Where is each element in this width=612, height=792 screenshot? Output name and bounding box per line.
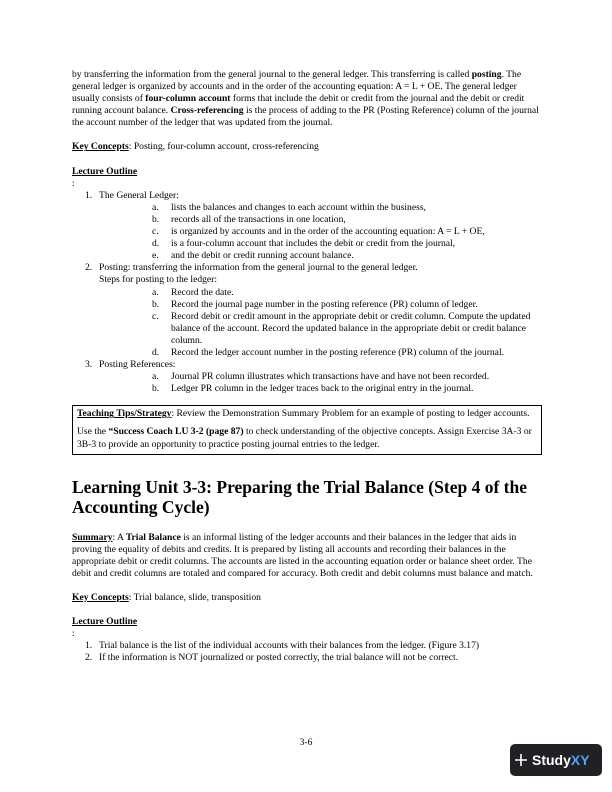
list-item: a. lists the balances and changes to each account within the business, — [152, 201, 426, 213]
badge-label-accent: XY — [570, 751, 590, 768]
list-item: 2. Posting: transferring the information from the general journal to the general ledger. Steps for posting to the ledger: a. Record the date. b. Record the journal page number in the posting reference (PR) column of ledger. c. Record debit or credit amount in the appropriate debit or credit column. Compute the updated balance of the account. Record the updated balance in the appropriate debit or credit balance column. d. Record the ledger account number in the posting reference (PR) column of the journal. — [72, 262, 542, 359]
key-concepts-1: Key Concepts: Posting, four-column account, cross-referencing — [72, 141, 319, 153]
lecture-outline-title-2: Lecture Outline — [72, 616, 138, 628]
teaching-tips-assignment: Use the “Success Coach LU 3-2 (page 87) to check understanding of the objective concepts. Assign Exercise 3A-3 or 3B-3 to provide an opportunity to practice posting journal entries to the ledger. — [77, 426, 532, 450]
intro-paragraph: by transferring the information from the general journal to the general ledger. This transferring is called posting. The general ledger is organized by accounts and in the order of the accounting equation: A = L + OE. The general ledger usually consists of four-column account forms that include the debit or credit from the journal and the debit or credit running account balance. Cross-referencing is the process of adding to the PR (Posting Reference) column of the journal the account number of the ledger that was updated from the journal. — [72, 69, 539, 129]
list-item: 2. If the information is NOT journalized or posted correctly, the trial balance will not be correct. — [85, 652, 459, 664]
learning-unit-heading: Learning Unit 3-3: Preparing the Trial Balance (Step 4 of the Accounting Cycle) — [72, 476, 527, 518]
list-item: 1. Trial balance is the list of the individual accounts with their balances from the ledger. (Figure 3.17) — [85, 640, 480, 652]
key-concepts-2: Key Concepts: Trial balance, slide, transposition — [72, 592, 261, 603]
badge-label: Study — [532, 751, 571, 768]
page-number: 3-6 — [299, 737, 313, 748]
list-item: d. Record the ledger account number in the posting reference (PR) column of the journal. — [152, 346, 505, 358]
lecture-outline-list-1 — [72, 190, 542, 396]
list-item: c. Record debit or credit amount in the appropriate debit or credit column. Compute the updated balance of the account. Record the updated balance in the appropriate debit or credit balance column. — [152, 310, 531, 346]
list-item: a. Journal PR column illustrates which transactions have and have not been recorded. — [152, 371, 490, 383]
list-item: a. Record the date. — [152, 286, 234, 298]
list-item: d. is a four-column account that includes the debit or credit from the journal, — [152, 238, 456, 250]
list-item: 1. The General Ledger: a. lists the balances and changes to each account within the business, b. records all of the transactions in one location, c. is organized by accounts and in the order of the accounting equation: A = L + OE, d. is a four-column account that includes the debit or credit from the journal, e. and the debit or credit running account balance. — [72, 190, 542, 263]
lecture-outline-list-2 — [72, 640, 542, 664]
plus-icon — [510, 753, 532, 767]
teaching-tips-text: Teaching Tips/Strategy: Review the Demonstration Summary Problem for an example of posting to ledger accounts. — [77, 408, 530, 420]
list-item: c. is organized by accounts and in the order of the accounting equation: A = L + OE, — [152, 226, 485, 238]
summary-paragraph: Summary: A Trial Balance is an informal listing of the ledger accounts and their balances in the ledger that aids in proving the equality of debits and credits. It is prepared by listing all accounts and recording their balances in the appropriate debit or credit columns. The accounts are listed in the accounting equation order or balance sheet order. The debit and credit columns are totaled and compared for accuracy. Both credit and debit columns must balance and match. — [72, 531, 533, 579]
teaching-tips-box — [72, 405, 542, 454]
list-item: 3. Posting References: a. Journal PR column illustrates which transactions have and have not been recorded. b. Ledger PR column in the ledger traces back to the original entry in the journal. — [72, 359, 542, 395]
list-item: b. records all of the transactions in one location, — [152, 213, 346, 225]
list-item: b. Ledger PR column in the ledger traces back to the original entry in the journal. — [152, 383, 474, 395]
lecture-outline-title-1: Lecture Outline — [72, 165, 138, 177]
studyxy-badge[interactable] — [510, 744, 602, 776]
list-item: e. and the debit or credit running account balance. — [152, 250, 354, 262]
document-body: by transferring the information from the general journal to the general ledger. This transferring is called posting. The general ledger is organized by accounts and in the order of the accounting equation: A = L + OE. The general ledger usually consists of four-column account forms that include the debit or credit from the journal and the debit or credit running account balance. Cross-referencing is the process of adding to the PR (Posting Reference) column of the journal the account number of the ledger that was updated from the journal. Key Concepts: Posting, four-column account, cross-referencing Lecture Outline : 1. The General Ledger: a. lists the balances and changes to each account within the business, b. records all of the transactions in one location, c. is organized by accounts and in the order of the accounting equation: A = L + OE, d. is a four-column account that includes the debit or credit from the journal, e. and the debit or credit running account balance. 2. Posting: transferring the information from the general journal to the general ledger. Steps for posting to the ledger: a. Record the date. b. Record the journal page number in the posting reference (PR) column of ledger. c. Record debit or credit amount in the appropriate debit or credit column. Compute the updated balance of the account. Record the updated balance in the appropriate debit or credit balance column. d. Record the ledger account number in the posting reference (PR) column of the journal. 3. Posting References: a. Journal PR column illustrates which transactions have and have not been recorded. b. Ledger PR column in the ledger traces back to the original entry in the journal. Teaching Tips/Strategy: Review the Demonstration Summary Problem for an example of posting to ledger accounts. Use the “Success Coach LU 3-2 (page 87) to check understanding of the objective concepts. Assign Exercise 3A-3 or 3B-3 to provide an opportunity to practice posting journal entries to the ledger. Learning Unit 3-3: Preparing the Trial Balance (Step 4 of the Accounting Cycle) Summary: A Trial Balance is an informal listing of the ledger accounts and their balances in the ledger that aids in proving the equality of debits and credits. It is prepared by listing all accounts and recording their balances in the appropriate debit or credit columns. The accounts are listed in the accounting equation order or balance sheet order. The debit and credit columns are totaled and compared for accuracy. Both credit and debit columns must balance and match. Key Concepts: Trial balance, slide, transposition Lecture Outline : 1. Trial balance is the list of the individual accounts with their balances from the ledger. (Figure 3.17) 2. If the information is NOT journalized or posted correctly, the trial balance will not be correct. — [72, 69, 542, 664]
list-item: b. Record the journal page number in the posting reference (PR) column of ledger. — [152, 298, 478, 310]
